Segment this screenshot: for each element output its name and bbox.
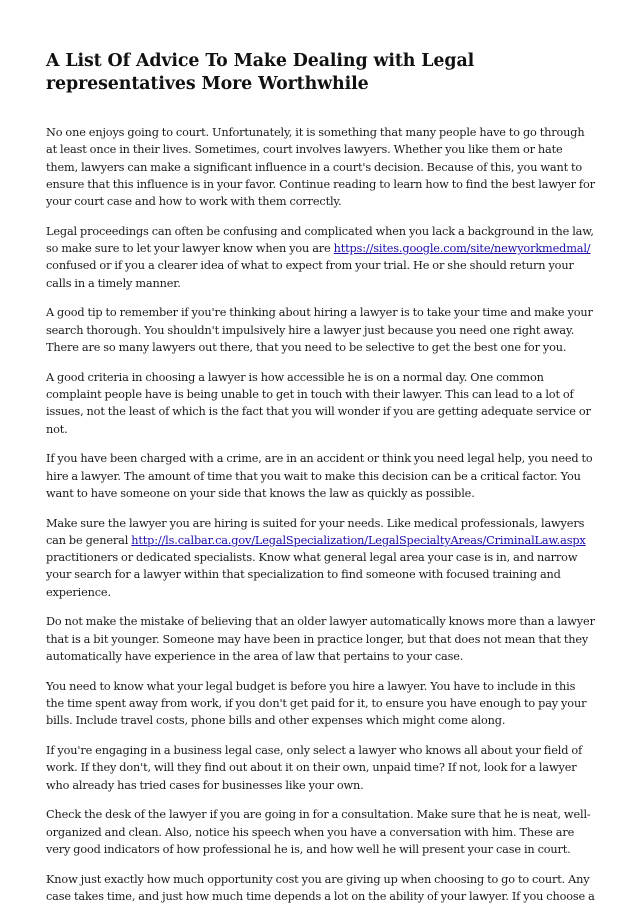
paragraph-7: Do not make the mistake of believing that an older lawyer automatically knows more than a lawyer that is a bit younger. Someone may have been in practice longer, but that does not mean that they automatically have experience in the area of law that pertains to your case. <box>46 615 595 664</box>
paragraph-4: A good criteria in choosing a lawyer is how accessible he is on a normal day. One common complaint people have is being unable to get in touch with their lawyer. This can lead to a lot of issues, not the least of which is the fact that you will wonder if you are getting adequate service or not. <box>46 370 591 436</box>
newyorkmedmal-link[interactable]: https://sites.google.com/site/newyorkmedmal/ <box>333 242 591 256</box>
paragraph-3: A good tip to remember if you're thinking about hiring a lawyer is to take your time and make your search thorough. You shouldn't impulsively hire a lawyer just because you need one right away. There are so many lawyers out there, that you need to be selective to get the best one for you. <box>46 306 593 355</box>
paragraph-9: If you're engaging in a business legal case, only select a lawyer who knows all about your field of work. If they don't, will they find out about it on their own, unpaid time? If not, look for a lawyer who already has tried cases for businesses like your own. <box>46 744 583 792</box>
paragraph-8: You need to know what your legal budget is before you hire a lawyer. You have to include in this the time spent away from work, if you don't get paid for it, to ensure you have enough to pay your bills. Include travel costs, phone bills and other expenses which might come along. <box>46 679 587 728</box>
paragraph-5: If you have been charged with a crime, are in an accident or think you need legal help, you need to hire a lawyer. The amount of time that you wait to make this decision can be a critical factor. You want to have someone on your side that knows the law as quickly as possible. <box>46 452 593 500</box>
calbar-criminal-law-link[interactable]: http://ls.calbar.ca.gov/LegalSpecialization/LegalSpecialtyAreas/CriminalLaw.aspx <box>131 533 586 547</box>
paragraph-6-text-b: practitioners or dedicated specialists. Know what general legal area your case is in, and narrow your search for a lawyer within that specialization to find someone with focused training and experience. <box>46 551 578 599</box>
paragraph-6-text-a: Make sure the lawyer you are hiring is suited for your needs. Like medical professionals, lawyers can be general <box>46 516 585 547</box>
paragraph-11: Know just exactly how much opportunity cost you are giving up when choosing to go to court. Any case takes time, and just how much time depends a lot on the ability of your lawyer. If you choose a <box>46 872 595 903</box>
paragraph-1: No one enjoys going to court. Unfortunately, it is something that many people have to go through at least once in their lives. Sometimes, court involves lawyers. Whether you like them or hate them, lawyers can make a significant influence in a court's decision. Because of this, you want to ensure that this influence is in your favor. Continue reading to learn how to find the best lawyer for your court case and how to work with them correctly. <box>46 126 595 209</box>
paragraph-2-text-a: Legal proceedings can often be confusing and complicated when you lack a background in the law, so make sure to let your lawyer know when you are <box>46 224 594 256</box>
paragraph-2-text-b: confused or if you a clearer idea of what to expect from your trial. He or she should return your calls in a timely manner. <box>46 259 574 290</box>
paragraph-2 <box>46 223 596 292</box>
paragraph-6 <box>46 515 596 601</box>
paragraph-10: Check the desk of the lawyer if you are going in for a consultation. Make sure that he is neat, well-organized and clean. Also, notice his speech when you have a conversation with him. These are very good indicators of how professional he is, and how well he will present your case in court. <box>46 808 591 856</box>
document-page <box>46 50 596 918</box>
document-title: A List Of Advice To Make Dealing with Legal representatives More Worthwhile <box>46 51 475 94</box>
